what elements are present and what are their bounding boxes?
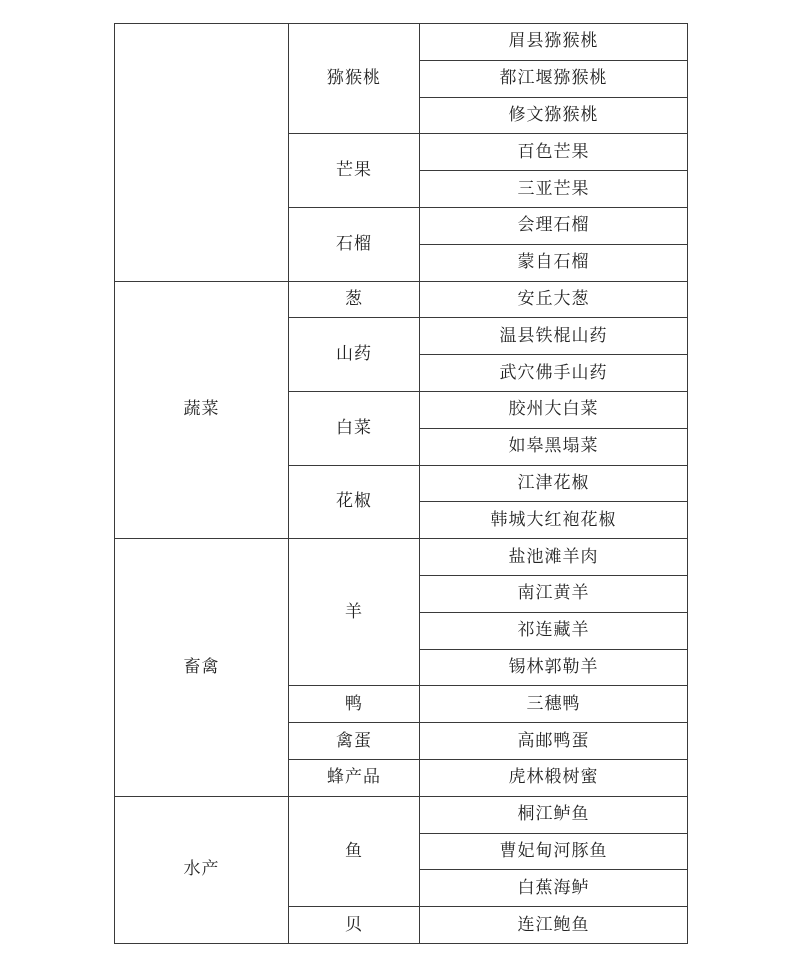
product-cell: 曹妃甸河豚鱼 — [420, 833, 688, 870]
table-row — [115, 539, 688, 576]
category-cell — [115, 24, 289, 282]
product-cell: 如皋黑塌菜 — [420, 428, 688, 465]
product-cell: 安丘大葱 — [420, 281, 688, 318]
product-cell: 胶州大白菜 — [420, 391, 688, 428]
product-cell: 祁连藏羊 — [420, 612, 688, 649]
subcategory-cell: 蜂产品 — [289, 759, 420, 796]
product-cell: 蒙自石榴 — [420, 244, 688, 281]
subcategory-cell: 山药 — [289, 318, 420, 392]
subcategory-cell: 贝 — [289, 907, 420, 944]
subcategory-cell: 白菜 — [289, 391, 420, 465]
subcategory-cell: 花椒 — [289, 465, 420, 539]
category-cell: 畜禽 — [115, 539, 289, 797]
subcategory-cell: 葱 — [289, 281, 420, 318]
table-row — [115, 796, 688, 833]
product-cell: 韩城大红袍花椒 — [420, 502, 688, 539]
product-cell: 盐池滩羊肉 — [420, 539, 688, 576]
product-cell: 锡林郭勒羊 — [420, 649, 688, 686]
product-cell: 高邮鸭蛋 — [420, 723, 688, 760]
product-table-body — [115, 24, 688, 944]
subcategory-cell: 鱼 — [289, 796, 420, 906]
product-cell: 百色芒果 — [420, 134, 688, 171]
product-table — [114, 23, 688, 944]
subcategory-cell: 石榴 — [289, 207, 420, 281]
product-cell: 会理石榴 — [420, 207, 688, 244]
product-cell: 眉县猕猴桃 — [420, 24, 688, 61]
product-cell: 桐江鲈鱼 — [420, 796, 688, 833]
category-cell: 水产 — [115, 796, 289, 943]
product-cell: 三亚芒果 — [420, 171, 688, 208]
product-cell: 武穴佛手山药 — [420, 355, 688, 392]
table-row — [115, 24, 688, 61]
subcategory-cell: 羊 — [289, 539, 420, 686]
product-cell: 温县铁棍山药 — [420, 318, 688, 355]
product-cell: 江津花椒 — [420, 465, 688, 502]
subcategory-cell: 鸭 — [289, 686, 420, 723]
subcategory-cell: 猕猴桃 — [289, 24, 420, 134]
table-row — [115, 281, 688, 318]
subcategory-cell: 芒果 — [289, 134, 420, 208]
product-cell: 三穗鸭 — [420, 686, 688, 723]
product-cell: 修文猕猴桃 — [420, 97, 688, 134]
category-cell: 蔬菜 — [115, 281, 289, 539]
product-cell: 连江鲍鱼 — [420, 907, 688, 944]
product-cell: 虎林椴树蜜 — [420, 759, 688, 796]
subcategory-cell: 禽蛋 — [289, 723, 420, 760]
product-cell: 南江黄羊 — [420, 575, 688, 612]
product-cell: 白蕉海鲈 — [420, 870, 688, 907]
product-cell: 都江堰猕猴桃 — [420, 60, 688, 97]
